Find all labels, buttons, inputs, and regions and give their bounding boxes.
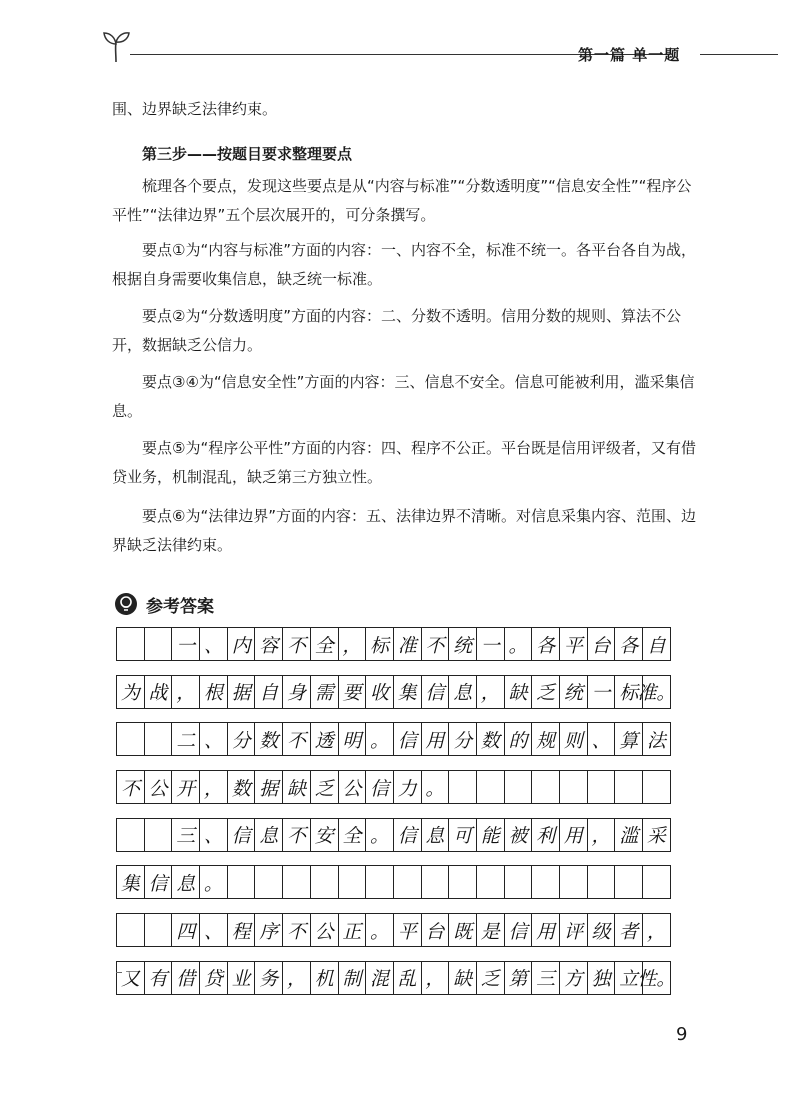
- answer-grid-cell: 明: [338, 722, 367, 756]
- answer-grid-cell: 者: [614, 913, 643, 947]
- answer-grid-cell: 贷: [199, 961, 228, 995]
- answer-grid-cell: 利: [531, 818, 560, 852]
- answer-grid-cell: 信: [227, 818, 256, 852]
- answer-grid-cell: 不: [116, 770, 145, 804]
- answer-grid-cell: 集: [393, 675, 422, 709]
- answer-grid-cell: 独: [587, 961, 616, 995]
- answer-grid-cell: 安: [310, 818, 339, 852]
- answer-grid-cell: 数: [476, 722, 505, 756]
- answer-grid-cell: [642, 770, 671, 804]
- answer-grid-cell: 需: [310, 675, 339, 709]
- answer-grid-cell: [587, 770, 616, 804]
- answer-grid-cell: 则: [559, 722, 588, 756]
- answer-label: 参考答案: [146, 596, 214, 617]
- paragraph-point-1: 要点①为“内容与标准”方面的内容：一、内容不全，标准不统一。各平台各自为战，根据自身需要收集信息，缺乏统一标准。: [112, 241, 696, 288]
- answer-grid-cell: 标: [614, 675, 643, 709]
- answer-grid-cell: 收: [365, 675, 394, 709]
- answer-grid-cell: [282, 865, 311, 899]
- answer-grid-cell: [531, 770, 560, 804]
- answer-grid-cell: [310, 865, 339, 899]
- answer-grid-cell: 采: [642, 818, 671, 852]
- answer-grid-cell: 透: [310, 722, 339, 756]
- answer-grid-cell: ，: [421, 961, 450, 995]
- answer-grid-cell: 不: [282, 913, 311, 947]
- answer-grid-cell: 用: [421, 722, 450, 756]
- answer-grid-cell: 信: [504, 913, 533, 947]
- answer-grid-cell: [504, 770, 533, 804]
- answer-grid-cell: [587, 865, 616, 899]
- answer-grid-cell: [476, 770, 505, 804]
- answer-grid-cell: 级: [587, 913, 616, 947]
- answer-grid-cell: 集: [116, 865, 145, 899]
- answer-grid-cell: 公: [310, 913, 339, 947]
- answer-grid-cell: 分: [227, 722, 256, 756]
- answer-grid-cell: [393, 865, 422, 899]
- answer-grid-cell: 规: [531, 722, 560, 756]
- answer-grid-cell: [144, 913, 173, 947]
- answer-grid-cell: 信: [421, 675, 450, 709]
- answer-grid-cell: 方: [559, 961, 588, 995]
- answer-grid-cell: 息: [448, 675, 477, 709]
- answer-grid-cell: 滥: [614, 818, 643, 852]
- answer-grid-cell: 评: [559, 913, 588, 947]
- answer-grid-cell: 立: [614, 961, 643, 995]
- answer-grid-cell: 不: [421, 627, 450, 661]
- answer-grid-cell: 数: [254, 722, 283, 756]
- answer-grid-cell: [642, 865, 671, 899]
- answer-grid-cell: 数: [227, 770, 256, 804]
- answer-grid-cell: 第: [504, 961, 533, 995]
- answer-grid-cell: 三: [171, 818, 200, 852]
- paragraph-point-5: 要点⑤为“程序公平性”方面的内容：四、程序不公正。平台既是信用评级者，又有借贷业务，机制混乱，缺乏第三方独立性。: [112, 439, 696, 486]
- answer-grid-cell: 息: [421, 818, 450, 852]
- answer-grid-cell: 不: [282, 722, 311, 756]
- answer-grid-row: [116, 961, 676, 995]
- answer-grid: [116, 627, 676, 1009]
- answer-grid-cell: 算: [614, 722, 643, 756]
- answer-grid-cell: 统: [559, 675, 588, 709]
- answer-grid-cell: 标: [365, 627, 394, 661]
- paragraph-point-3-4: 要点③④为“信息安全性”方面的内容：三、信息不安全。信息可能被利用，滥采集信息。: [112, 373, 695, 420]
- answer-grid-cell: 缺: [504, 675, 533, 709]
- answer-grid-cell: 。: [504, 627, 533, 661]
- answer-grid-cell: 不: [282, 818, 311, 852]
- answer-grid-cell: 开: [171, 770, 200, 804]
- answer-grid-cell: [504, 865, 533, 899]
- paragraph-point-2: 要点②为“分数透明度”方面的内容：二、分数不透明。信用分数的规则、算法不公开，数据缺乏公信力。: [112, 307, 681, 354]
- answer-grid-cell: ，: [642, 913, 671, 947]
- answer-grid-cell: [144, 818, 173, 852]
- answer-grid-cell: [559, 770, 588, 804]
- answer-grid-cell: 。: [365, 818, 394, 852]
- answer-grid-cell: 机: [310, 961, 339, 995]
- answer-grid-cell: 一: [171, 627, 200, 661]
- answer-grid-cell: 是: [476, 913, 505, 947]
- answer-grid-cell: 、: [199, 722, 228, 756]
- answer-grid-cell: ，: [282, 961, 311, 995]
- answer-grid-cell: 信: [365, 770, 394, 804]
- answer-grid-cell: [116, 722, 145, 756]
- answer-grid-cell: 程: [227, 913, 256, 947]
- answer-grid-cell: 缺: [282, 770, 311, 804]
- bulb-badge-icon: [114, 592, 138, 616]
- answer-grid-cell: [448, 770, 477, 804]
- answer-grid-cell: 用: [531, 913, 560, 947]
- answer-grid-cell: [614, 865, 643, 899]
- answer-grid-cell: [338, 865, 367, 899]
- answer-grid-cell: [421, 865, 450, 899]
- answer-grid-row: [116, 722, 671, 756]
- answer-grid-cell: 台: [587, 627, 616, 661]
- answer-grid-row: [116, 913, 671, 947]
- answer-heading: [114, 591, 214, 617]
- answer-grid-row: [116, 770, 671, 804]
- answer-grid-cell: 能: [476, 818, 505, 852]
- answer-grid-cell: [531, 865, 560, 899]
- answer-grid-cell: 。: [365, 722, 394, 756]
- answer-grid-row: [116, 675, 676, 709]
- answer-grid-cell: 乏: [476, 961, 505, 995]
- step-heading: 第三步——按题目要求整理要点: [142, 145, 353, 163]
- answer-grid-cell: 借: [171, 961, 200, 995]
- answer-grid-cell: 为: [116, 675, 145, 709]
- answer-grid-cell: ，: [587, 818, 616, 852]
- sprout-icon: [100, 28, 132, 64]
- answer-grid-cell: [116, 913, 145, 947]
- answer-grid-cell: 息: [171, 865, 200, 899]
- answer-grid-cell: 二: [171, 722, 200, 756]
- answer-grid-cell: 各: [614, 627, 643, 661]
- answer-grid-cell: 信: [144, 865, 173, 899]
- answer-grid-cell: 、: [199, 818, 228, 852]
- answer-grid-cell: 容: [254, 627, 283, 661]
- answer-grid-cell: 有: [144, 961, 173, 995]
- answer-grid-cell: 制: [338, 961, 367, 995]
- answer-grid-cell: 缺: [448, 961, 477, 995]
- answer-grid-cell: 息: [254, 818, 283, 852]
- answer-grid-cell: 、: [587, 722, 616, 756]
- answer-grid-cell: 。: [365, 913, 394, 947]
- answer-grid-cell: 被: [504, 818, 533, 852]
- answer-grid-row: [116, 865, 671, 899]
- answer-grid-cell: [144, 722, 173, 756]
- answer-grid-cell: 的: [504, 722, 533, 756]
- answer-grid-cell: 据: [254, 770, 283, 804]
- paragraph-continuation: 围、边界缺乏法律约束。: [112, 100, 278, 118]
- answer-grid-cell: [116, 627, 145, 661]
- answer-grid-cell: 准: [393, 627, 422, 661]
- margin-mark: [116, 972, 122, 973]
- answer-grid-cell: 混: [365, 961, 394, 995]
- answer-grid-cell: 既: [448, 913, 477, 947]
- answer-grid-cell: 据: [227, 675, 256, 709]
- answer-grid-cell: 不: [282, 627, 311, 661]
- answer-grid-cell: 乏: [310, 770, 339, 804]
- answer-grid-cell: 公: [144, 770, 173, 804]
- answer-grid-cell: 务: [254, 961, 283, 995]
- header-rule-right: [700, 54, 778, 55]
- paragraph-summary: 梳理各个要点，发现这些要点是从“内容与标准”“分数透明度”“信息安全性”“程序公平性”“法律边界”五个层次展开的，可分条撰写。: [112, 177, 692, 224]
- answer-grid-cell: 战: [144, 675, 173, 709]
- answer-grid-row: [116, 627, 671, 661]
- answer-grid-cell: 用: [559, 818, 588, 852]
- answer-grid-cell: [614, 770, 643, 804]
- answer-grid-cell: 根: [199, 675, 228, 709]
- answer-grid-cell: 可: [448, 818, 477, 852]
- answer-grid-cell: 平: [393, 913, 422, 947]
- answer-grid-cell: [365, 865, 394, 899]
- answer-grid-cell: 一: [476, 627, 505, 661]
- answer-grid-cell: ，: [338, 627, 367, 661]
- header-title: 第一篇 单一题: [578, 46, 681, 64]
- answer-grid-cell: 准。: [642, 675, 671, 709]
- answer-grid-cell: 公: [338, 770, 367, 804]
- answer-grid-cell: 。: [199, 865, 228, 899]
- answer-grid-cell: 性。: [642, 961, 671, 995]
- answer-grid-cell: 一: [587, 675, 616, 709]
- answer-grid-cell: 分: [448, 722, 477, 756]
- answer-grid-cell: 四: [171, 913, 200, 947]
- answer-grid-cell: [448, 865, 477, 899]
- answer-grid-cell: ，: [476, 675, 505, 709]
- answer-grid-cell: 法: [642, 722, 671, 756]
- answer-grid-cell: 力: [393, 770, 422, 804]
- answer-grid-cell: 、: [199, 627, 228, 661]
- answer-grid-cell: 要: [338, 675, 367, 709]
- page-number: 9: [676, 1024, 688, 1045]
- answer-grid-cell: 全: [338, 818, 367, 852]
- answer-grid-cell: 内: [227, 627, 256, 661]
- paragraph-point-6: 要点⑥为“法律边界”方面的内容：五、法律边界不清晰。对信息采集内容、范围、边界缺乏法律约束。: [112, 507, 696, 554]
- answer-grid-cell: 三: [531, 961, 560, 995]
- answer-grid-cell: 乏: [531, 675, 560, 709]
- answer-grid-cell: 台: [421, 913, 450, 947]
- answer-grid-cell: 统: [448, 627, 477, 661]
- answer-grid-cell: 又: [116, 961, 145, 995]
- answer-grid-cell: ，: [171, 675, 200, 709]
- answer-grid-cell: 自: [642, 627, 671, 661]
- answer-grid-cell: [144, 627, 173, 661]
- answer-grid-cell: [116, 818, 145, 852]
- answer-grid-cell: 信: [393, 818, 422, 852]
- answer-grid-row: [116, 818, 671, 852]
- answer-grid-cell: [254, 865, 283, 899]
- answer-grid-cell: ，: [199, 770, 228, 804]
- answer-grid-cell: 正: [338, 913, 367, 947]
- answer-grid-cell: 、: [199, 913, 228, 947]
- answer-grid-cell: [559, 865, 588, 899]
- answer-grid-cell: [476, 865, 505, 899]
- answer-grid-cell: 各: [531, 627, 560, 661]
- answer-grid-cell: 信: [393, 722, 422, 756]
- answer-grid-cell: 平: [559, 627, 588, 661]
- answer-grid-cell: 身: [282, 675, 311, 709]
- answer-grid-cell: 。: [421, 770, 450, 804]
- answer-grid-cell: 序: [254, 913, 283, 947]
- answer-grid-cell: [227, 865, 256, 899]
- answer-grid-cell: 乱: [393, 961, 422, 995]
- answer-grid-cell: 自: [254, 675, 283, 709]
- answer-grid-cell: 全: [310, 627, 339, 661]
- answer-grid-cell: 业: [227, 961, 256, 995]
